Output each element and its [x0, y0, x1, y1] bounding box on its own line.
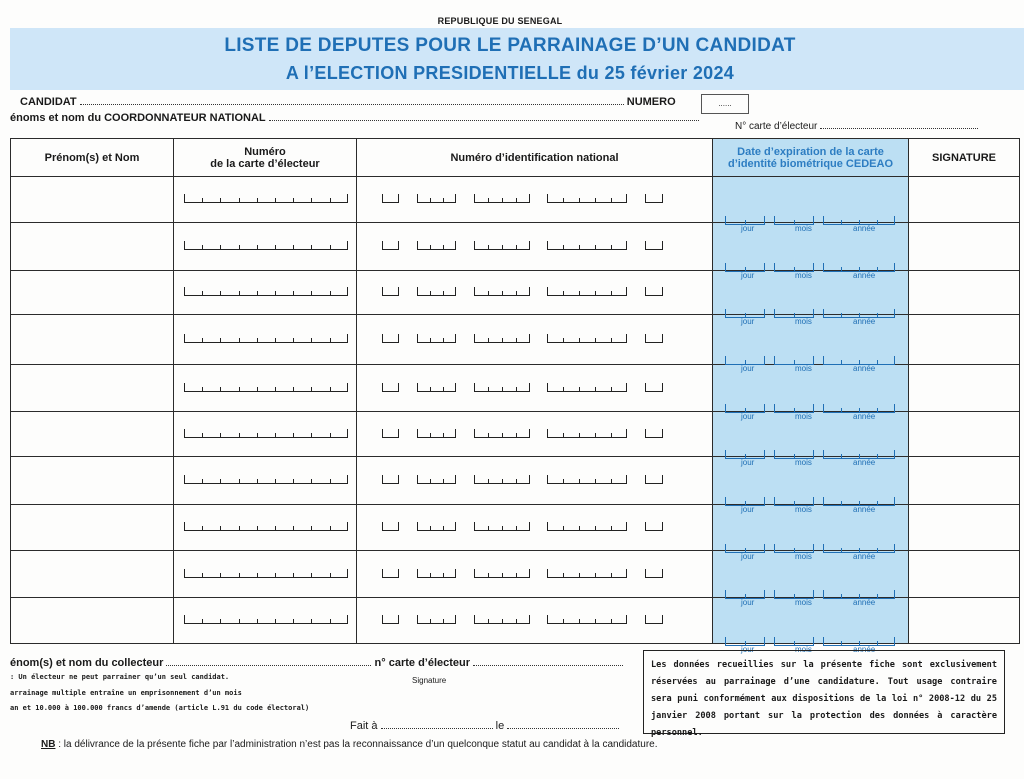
nin-cell[interactable] — [357, 223, 713, 271]
name-cell[interactable] — [11, 505, 174, 551]
nin-cell[interactable] — [357, 412, 713, 457]
title-line-1: LISTE DE DEPUTES POUR LE PARRAINAGE D’UN CANDIDAT — [224, 35, 796, 56]
day-label: jour — [741, 504, 755, 514]
card-number-cell[interactable] — [174, 412, 357, 457]
card-number-cell[interactable] — [174, 505, 357, 551]
name-cell[interactable] — [11, 177, 174, 223]
col-header-signature: SIGNATURE — [909, 139, 1020, 177]
card-number-boxes[interactable] — [184, 611, 348, 629]
card-number-boxes[interactable] — [184, 565, 348, 583]
year-label: année — [853, 363, 876, 373]
nin-cell[interactable] — [357, 598, 713, 644]
month-label: mois — [795, 598, 812, 607]
day-label: jour — [741, 644, 755, 654]
nin-boxes[interactable] — [382, 471, 663, 489]
candidat-field[interactable] — [80, 95, 624, 105]
signature-cell[interactable] — [909, 271, 1020, 315]
card-number-boxes[interactable] — [184, 518, 348, 536]
card-number-cell[interactable] — [174, 457, 357, 505]
day-label: jour — [741, 223, 755, 233]
col-header-expiry: Date d’expiration de la carte d’identité biométrique CEDEAO — [713, 139, 909, 177]
signature-cell[interactable] — [909, 365, 1020, 412]
coordinator-line — [10, 111, 699, 124]
fait-field[interactable] — [381, 719, 493, 729]
day-label: jour — [741, 598, 755, 607]
warning-line-1: : Un électeur ne peut parrainer qu’un seul candidat. — [10, 673, 230, 681]
card-number-cell[interactable] — [174, 223, 357, 271]
collector-card-field[interactable] — [473, 656, 623, 666]
coordinator-card-label: N° carte d’électeur — [735, 121, 818, 132]
date-field[interactable] — [507, 719, 619, 729]
month-label: mois — [795, 316, 812, 326]
nin-boxes[interactable] — [382, 237, 663, 255]
le-label: le — [495, 720, 505, 732]
card-number-cell[interactable] — [174, 271, 357, 315]
numero-label: NUMERO — [626, 96, 676, 108]
day-label: jour — [741, 551, 755, 561]
signature-cell[interactable] — [909, 412, 1020, 457]
nb-note — [41, 739, 658, 750]
name-cell[interactable] — [11, 365, 174, 412]
sponsor-table — [10, 138, 1020, 654]
title-line-2: A l’ELECTION PRESIDENTIELLE du 25 février 2024 — [285, 63, 735, 83]
card-number-boxes[interactable] — [184, 471, 348, 489]
year-label: année — [853, 458, 876, 467]
month-label: mois — [795, 270, 812, 280]
month-label: mois — [795, 644, 812, 654]
nb-text: : la délivrance de la présente fiche par l’administration n’est pas la reconnaissance d’un quelconque statut au candidat à la candidature. — [55, 739, 658, 750]
warning-line-3: an et 10.000 à 100.000 francs d’amende (article L.91 du code électoral) — [10, 704, 310, 712]
name-cell[interactable] — [11, 457, 174, 505]
month-label: mois — [795, 504, 812, 514]
nin-cell[interactable] — [357, 315, 713, 365]
nin-cell[interactable] — [357, 177, 713, 223]
day-label: jour — [741, 316, 755, 326]
card-number-boxes[interactable] — [184, 283, 348, 301]
nin-cell[interactable] — [357, 457, 713, 505]
name-cell[interactable] — [11, 412, 174, 457]
card-number-cell[interactable] — [174, 598, 357, 644]
col-header-name: Prénom(s) et Nom — [11, 139, 174, 177]
collector-label: énom(s) et nom du collecteur — [10, 657, 164, 669]
year-label: année — [853, 270, 876, 280]
year-label: année — [853, 551, 876, 561]
card-number-boxes[interactable] — [184, 237, 348, 255]
col-header-nin: Numéro d’identification national — [357, 139, 713, 177]
nin-cell[interactable] — [357, 365, 713, 412]
nin-cell[interactable] — [357, 551, 713, 598]
day-label: jour — [741, 458, 755, 467]
name-cell[interactable] — [11, 271, 174, 315]
title-banner — [10, 28, 1024, 90]
republic-heading: REPUBLIQUE DU SENEGAL — [437, 16, 563, 26]
table-header-row — [11, 139, 1020, 177]
month-label: mois — [795, 412, 812, 421]
year-label: année — [853, 412, 876, 421]
nin-boxes[interactable] — [382, 330, 663, 348]
nin-boxes[interactable] — [382, 518, 663, 536]
coordinator-field[interactable] — [269, 111, 699, 121]
collector-field[interactable] — [166, 656, 371, 666]
nin-boxes[interactable] — [382, 283, 663, 301]
numero-box[interactable]: ...... — [701, 94, 749, 114]
card-number-boxes[interactable] — [184, 330, 348, 348]
year-label: année — [853, 644, 876, 654]
year-label: année — [853, 598, 876, 607]
name-cell[interactable] — [11, 551, 174, 598]
name-cell[interactable] — [11, 598, 174, 644]
table-row — [11, 177, 1020, 223]
warning-line-2: arrainage multiple entraîne un emprisonnement d’un mois — [10, 689, 242, 697]
nin-cell[interactable] — [357, 271, 713, 315]
signature-cell[interactable] — [909, 598, 1020, 644]
nin-boxes[interactable] — [382, 190, 663, 208]
card-number-cell[interactable] — [174, 551, 357, 598]
month-label: mois — [795, 551, 812, 561]
day-label: jour — [741, 363, 755, 373]
signature-cell[interactable] — [909, 223, 1020, 271]
card-number-cell[interactable] — [174, 177, 357, 223]
candidat-line — [20, 95, 676, 108]
month-label: mois — [795, 363, 812, 373]
signature-cell[interactable] — [909, 505, 1020, 551]
year-label: année — [853, 223, 876, 233]
day-label: jour — [741, 412, 755, 421]
collector-line — [10, 656, 623, 669]
card-number-boxes[interactable] — [184, 190, 348, 208]
signature-cell[interactable] — [909, 457, 1020, 505]
signature-caption: Signature — [412, 676, 447, 685]
card-number-boxes[interactable] — [184, 379, 348, 397]
name-cell[interactable] — [11, 223, 174, 271]
card-number-boxes[interactable] — [184, 425, 348, 443]
nin-boxes[interactable] — [382, 425, 663, 443]
data-protection-notice: Les données recueillies sur la présente fiche sont exclusivement réservées au parrainage d’une candidature. Tout usage contraire sera puni conformément aux dispositions de la loi n° 2008-12 du 25 janvier 2008 portant sur la protection des données à caractère personnel. — [643, 650, 1005, 734]
coordinator-card-line — [735, 119, 978, 132]
expiry-cell[interactable] — [713, 177, 909, 233]
candidat-label: CANDIDAT — [20, 96, 77, 108]
year-label: année — [853, 504, 876, 514]
signature-cell[interactable] — [909, 177, 1020, 223]
signature-cell[interactable] — [909, 315, 1020, 365]
day-label: jour — [741, 270, 755, 280]
year-label: année — [853, 316, 876, 326]
coordinator-label: énoms et nom du COORDONNATEUR NATIONAL — [10, 112, 266, 124]
fait-label: Fait à — [350, 720, 378, 732]
fait-line — [350, 719, 619, 732]
card-number-cell[interactable] — [174, 365, 357, 412]
card-number-cell[interactable] — [174, 315, 357, 365]
nb-label: NB — [41, 739, 56, 750]
nin-boxes[interactable] — [382, 379, 663, 397]
collector-card-label: n° carte d’électeur — [374, 657, 471, 669]
signature-cell[interactable] — [909, 551, 1020, 598]
col-header-card: Numéro de la carte d’électeur — [174, 139, 357, 177]
month-label: mois — [795, 458, 812, 467]
nin-cell[interactable] — [357, 505, 713, 551]
name-cell[interactable] — [11, 315, 174, 365]
coordinator-card-field[interactable] — [820, 119, 978, 129]
nin-boxes[interactable] — [382, 611, 663, 629]
month-label: mois — [795, 223, 812, 233]
nin-boxes[interactable] — [382, 565, 663, 583]
